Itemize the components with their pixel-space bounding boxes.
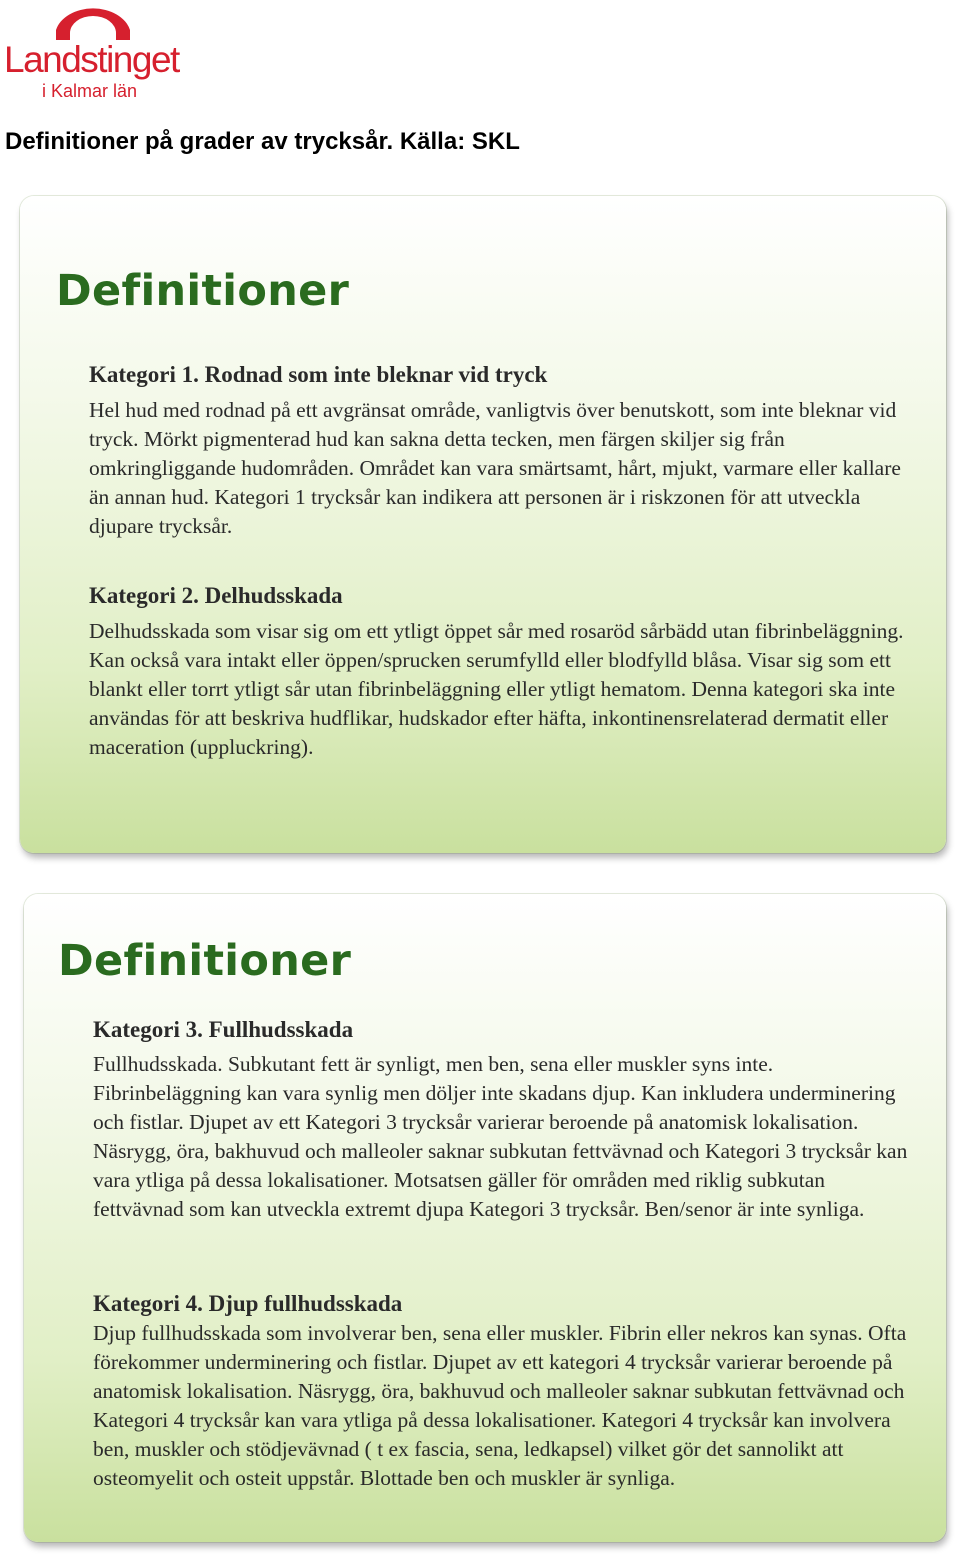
- category-3-description: Fullhudsskada. Subkutant fett är synligt, men ben, sena eller muskler syns inte. Fibrinbeläggning kan vara synlig men döljer inte skadans djup. Kan inkludera underminering och fistlar. Djupet av ett Kategori 3 trycksår varierar beroende på anatomisk lokalisation. Näsrygg, öra, bakhuvud och malleoler saknar subkutan fettvävnad och Kategori 3 trycksår kan vara ytliga på dessa lokalisationer. Motsatsen gäller för områden med riklig subkutan fettvävnad som kan utveckla extremt djupa Kategori 3 trycksår. Ben/senor är inte synliga.: [93, 1052, 908, 1221]
- page-heading: Definitioner på grader av trycksår. Källa: SKL: [5, 128, 520, 155]
- category-2-heading: Kategori 2. Delhudsskada: [89, 583, 343, 608]
- category-4-description: Djup fullhudsskada som involverar ben, sena eller muskler. Fibrin eller nekros kan synas. Ofta förekommer underminering och fistlar. Djupet av ett kategori 4 trycksår varierar beroende på anatomisk lokalisation. Näsrygg, öra, bakhuvud och malleoler saknar subkutan fettvävnad och Kategori 4 trycksår kan vara ytliga på dessa lokalisationer. Kategori 4 trycksår kan involvera ben, muskler och stödjevävnad ( t ex fascia, sena, ledkapsel) vilket gör det sannolikt att osteomyelit och osteit uppstår. Blottade ben och muskler är synliga.: [93, 1321, 907, 1490]
- definition-slide-2: [24, 894, 946, 1542]
- category-4-heading: Kategori 4. Djup fullhudsskada: [93, 1291, 403, 1316]
- landstinget-logo: [2, 0, 182, 104]
- category-1-heading: Kategori 1. Rodnad som inte bleknar vid tryck: [89, 362, 548, 387]
- slide-title: Definitioner: [58, 936, 352, 986]
- slide-title: Definitioner: [56, 266, 350, 316]
- category-1-description: Hel hud med rodnad på ett avgränsat område, vanligtvis över benutskott, som inte bleknar vid tryck. Mörkt pigmenterad hud kan sakna detta tecken, men färgen skiljer sig från omkringliggande hudområden. Området kan vara smärtsamt, hårt, mjukt, varmare eller kallare än annan hud. Kategori 1 trycksår kan indikera att personen är i riskzonen för att utveckla djupare trycksår.: [89, 398, 901, 538]
- logo-subtitle: i Kalmar län: [42, 81, 138, 101]
- logo-wordmark: Landstinget: [4, 39, 179, 80]
- definition-slide-1: [20, 196, 946, 853]
- category-3-heading: Kategori 3. Fullhudsskada: [93, 1017, 354, 1042]
- category-2-description: Delhudsskada som visar sig om ett ytligt öppet sår med rosaröd sårbädd utan fibrinbeläggning. Kan också vara intakt eller öppen/sprucken serumfylld eller blodfylld blåsa. Visar sig som ett blankt eller torrt ytligt sår utan fibrinbeläggning eller ytligt hematom. Denna kategori ska inte användas för att beskriva hudflikar, hudskador efter häfta, inkontinensrelaterad dermatit eller maceration (uppluckring).: [89, 619, 904, 759]
